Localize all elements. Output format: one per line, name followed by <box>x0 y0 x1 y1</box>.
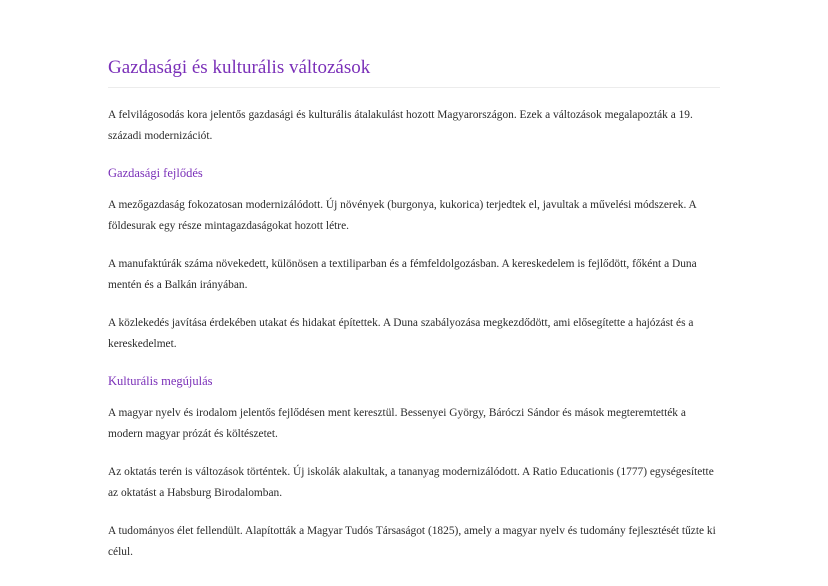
paragraph: A mezőgazdaság fokozatosan modernizálódott. Új növények (burgonya, kukorica) terjedtek el, javultak a művelési módszerek. A földesurak egy része mintagazdaságokat hozott létre. <box>108 199 697 232</box>
document-content <box>108 105 720 562</box>
paragraph: A közlekedés javítása érdekében utakat és hidakat építettek. A Duna szabályozása megkezdődött, ami elősegítette a hajózást és a kereskedelmet. <box>108 317 694 350</box>
paragraph: A tudományos élet fellendült. Alapították a Magyar Tudós Társaságot (1825), amely a magyar nyelv és tudomány fejlesztését tűzte ki célul. <box>108 525 716 558</box>
title-divider <box>108 87 720 88</box>
paragraph: A magyar nyelv és irodalom jelentős fejlődésen ment keresztül. Bessenyei György, Báróczi Sándor és mások megteremtették a modern magyar prózát és költészetet. <box>108 407 686 440</box>
paragraph: Az oktatás terén is változások történtek. Új iskolák alakultak, a tananyag modernizálódott. A Ratio Educationis (1777) egységesítette az oktatást a Habsburg Birodalomban. <box>108 466 714 499</box>
page-title: Gazdasági és kulturális változások <box>108 57 371 78</box>
section-heading-economic: Gazdasági fejlődés <box>108 166 203 180</box>
section-heading-cultural: Kulturális megújulás <box>108 374 213 388</box>
intro-paragraph: A felvilágosodás kora jelentős gazdasági és kulturális átalakulást hozott Magyarországon. Ezek a változások megalapozták a 19. századi modernizációt. <box>108 109 693 142</box>
paragraph: A manufaktúrák száma növekedett, különösen a textiliparban és a fémfeldolgozásban. A kereskedelem is fejlődött, főként a Duna mentén és a Balkán irányában. <box>108 258 697 291</box>
